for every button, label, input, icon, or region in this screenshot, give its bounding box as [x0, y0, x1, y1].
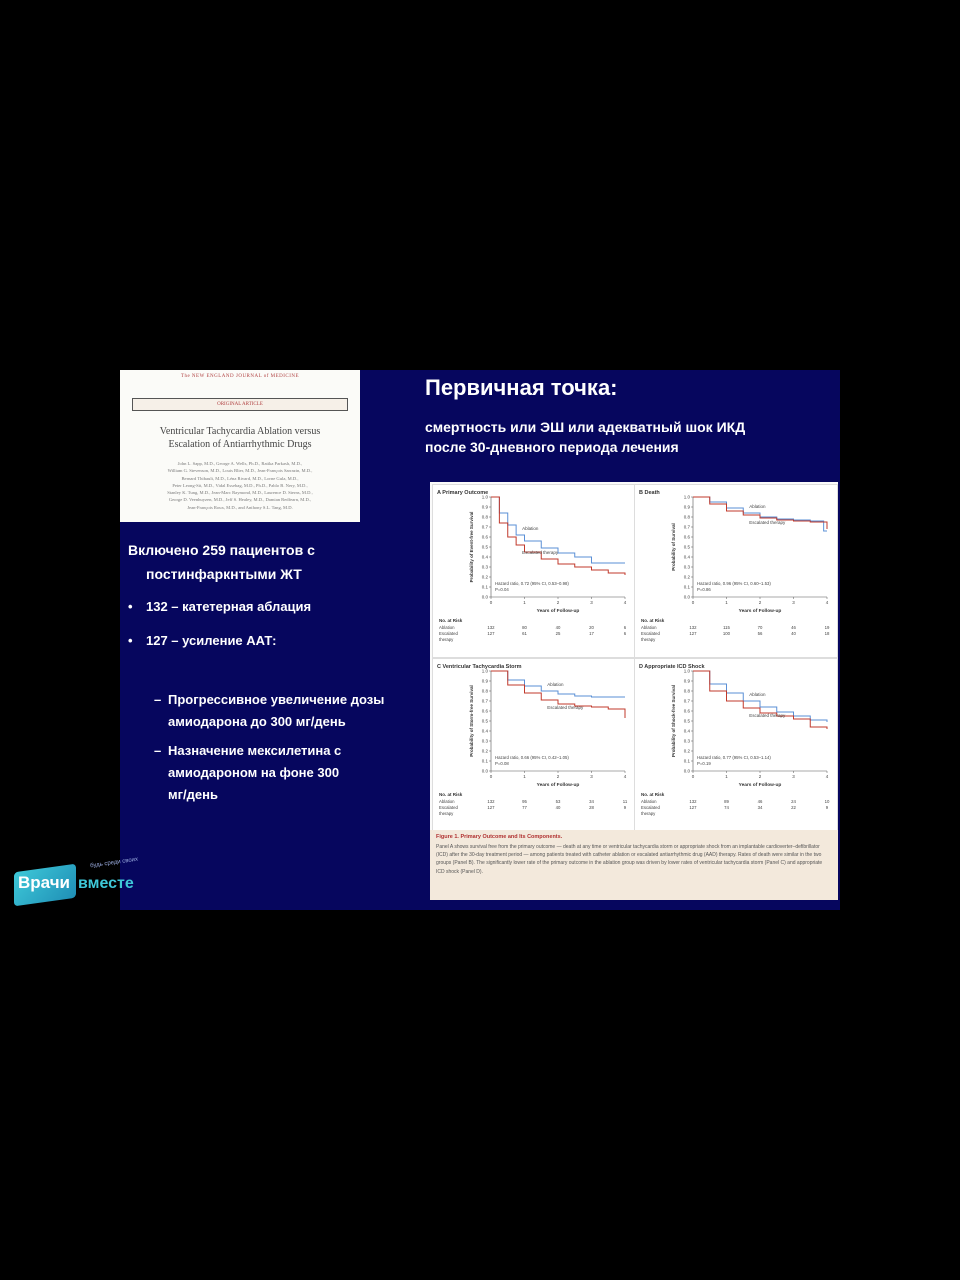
risk-row-label: Ablation [641, 625, 657, 630]
y-tick-label: 0.4 [683, 728, 690, 734]
series-label: Ablation [522, 526, 539, 531]
sub-text-line: мг/день [168, 787, 218, 802]
series-line-ablation [693, 497, 827, 531]
risk-value-escalated: 127 [487, 631, 495, 636]
risk-value-ablation: 24 [791, 799, 796, 804]
chart-d-svg [635, 659, 837, 831]
risk-value-escalated: 9 [825, 805, 829, 810]
chart-c-svg [433, 659, 635, 831]
included-patients-text [128, 538, 358, 586]
risk-value-escalated: 28 [589, 805, 594, 810]
x-tick-label: 2 [758, 600, 762, 605]
risk-value-escalated: 34 [757, 805, 763, 810]
series-label: Escalated therapy [749, 713, 786, 718]
risk-header: No. at Risk [439, 792, 463, 797]
x-tick-label: 0 [489, 774, 493, 779]
risk-value-escalated: 56 [757, 631, 763, 636]
y-tick-label: 0.3 [481, 738, 488, 744]
risk-value-escalated: 61 [522, 631, 527, 636]
series-label: Escalated therapy [749, 520, 786, 525]
sub-item [154, 740, 414, 806]
risk-row-label: therapy [439, 811, 454, 816]
y-tick-label: 0.9 [683, 678, 690, 684]
x-tick-label: 4 [825, 600, 829, 605]
y-tick-label: 0.2 [481, 748, 488, 754]
y-axis-label: Probability of Shock-free Survival [671, 684, 676, 758]
risk-row-label: Ablation [439, 625, 455, 630]
x-axis-label: Years of Follow-up [738, 609, 782, 614]
x-tick-label: 0 [691, 774, 695, 779]
x-tick-label: 1 [523, 600, 526, 605]
y-tick-label: 0.8 [683, 514, 690, 520]
journal-name: The NEW ENGLAND JOURNAL of MEDICINE [180, 374, 300, 379]
risk-value-escalated: 18 [824, 631, 830, 636]
y-tick-label: 0.0 [683, 768, 690, 774]
p-value-text: P=0.08 [495, 761, 509, 766]
y-tick-label: 0.5 [683, 718, 690, 724]
risk-header: No. at Risk [641, 618, 665, 623]
y-tick-label: 0.4 [481, 554, 488, 560]
x-tick-label: 1 [725, 600, 728, 605]
risk-value-ablation: 132 [487, 625, 495, 630]
risk-value-escalated: 77 [522, 805, 527, 810]
x-tick-label: 3 [792, 600, 795, 605]
risk-value-escalated: 127 [689, 631, 697, 636]
y-tick-label: 0.1 [481, 584, 488, 590]
logo-word-vmeste: вместе [78, 875, 134, 892]
risk-value-escalated: 25 [555, 631, 561, 636]
risk-row-label: Escalated [439, 631, 458, 636]
kaplan-meier-figure [430, 482, 838, 900]
y-tick-label: 0.5 [481, 544, 488, 550]
x-tick-label: 0 [489, 600, 493, 605]
article-title-line: Escalation of Antiarrhythmic Drugs [168, 439, 312, 450]
risk-value-escalated: 6 [623, 631, 627, 636]
subtitle-line: после 30-дневного периода лечения [425, 439, 679, 455]
hazard-ratio-text: Hazard ratio, 0.66 (95% CI, 0.42–1.05) [495, 755, 569, 760]
article-title-line: Ventricular Tachycardia Ablation versus [159, 426, 321, 437]
risk-row-label: therapy [641, 637, 656, 642]
risk-value-escalated: 74 [724, 805, 729, 810]
y-tick-label: 0.2 [683, 574, 690, 580]
risk-value-escalated: 127 [487, 805, 495, 810]
y-axis-label: Probability of Storm-free Survival [469, 685, 474, 757]
risk-row-label: therapy [439, 637, 454, 642]
bullet-item [128, 599, 358, 614]
x-tick-label: 4 [825, 774, 829, 779]
hazard-ratio-text: Hazard ratio, 0.96 (95% CI, 0.60–1.53) [697, 581, 771, 586]
risk-value-ablation: 70 [757, 625, 763, 630]
article-type-label: ORIGINAL ARTICLE [132, 398, 348, 411]
x-tick-label: 1 [523, 774, 526, 779]
risk-value-ablation: 89 [724, 799, 729, 804]
x-tick-label: 4 [623, 774, 627, 779]
x-axis-label: Years of Follow-up [536, 609, 580, 614]
y-axis-label: Probability of Event-free Survival [469, 511, 474, 583]
y-tick-label: 0.7 [683, 698, 690, 704]
article-header-image [120, 370, 360, 522]
y-tick-label: 1.0 [683, 494, 690, 500]
hazard-ratio-text: Hazard ratio, 0.77 (95% CI, 0.53–1.14) [697, 755, 771, 760]
y-tick-label: 0.5 [481, 718, 488, 724]
risk-value-ablation: 46 [757, 799, 763, 804]
bullet-item [128, 633, 358, 648]
panel-title: A Primary Outcome [437, 490, 489, 496]
bullet-marker: • [128, 599, 133, 614]
series-label: Escalated therapy [522, 550, 559, 555]
risk-row-label: Ablation [439, 799, 455, 804]
risk-value-escalated: 40 [555, 805, 561, 810]
panel-title: D Appropriate ICD Shock [639, 664, 705, 670]
sub-text-line: амиодароном на фоне 300 [168, 765, 340, 780]
risk-header: No. at Risk [439, 618, 463, 623]
series-label: Ablation [547, 682, 564, 687]
y-tick-label: 0.8 [481, 688, 488, 694]
risk-value-ablation: 132 [689, 625, 697, 630]
panel-title: C Ventricular Tachycardia Storm [437, 664, 522, 670]
series-label: Ablation [749, 692, 766, 697]
x-tick-label: 3 [590, 774, 593, 779]
x-axis-label: Years of Follow-up [536, 783, 580, 788]
panel-title: B Death [639, 490, 660, 496]
risk-row-label: Escalated [641, 631, 660, 636]
x-tick-label: 4 [623, 600, 627, 605]
y-tick-label: 1.0 [481, 668, 488, 674]
y-tick-label: 0.6 [683, 534, 690, 540]
risk-value-ablation: 34 [589, 799, 594, 804]
y-tick-label: 0.6 [481, 534, 488, 540]
y-tick-label: 0.3 [683, 564, 690, 570]
y-tick-label: 0.7 [683, 524, 690, 530]
y-tick-label: 0.7 [481, 698, 488, 704]
chart-b-svg [635, 485, 837, 657]
article-title [120, 425, 360, 451]
article-authors [134, 460, 346, 511]
y-tick-label: 0.1 [481, 758, 488, 764]
x-axis-label: Years of Follow-up [738, 783, 782, 788]
y-tick-label: 0.8 [481, 514, 488, 520]
sub-marker: – [154, 743, 162, 758]
sub-text-line: амиодарона до 300 мг/день [168, 714, 346, 729]
x-tick-label: 2 [556, 600, 560, 605]
y-tick-label: 0.3 [481, 564, 488, 570]
risk-value-ablation: 95 [522, 799, 527, 804]
risk-value-escalated: 17 [589, 631, 594, 636]
y-tick-label: 0.0 [481, 768, 488, 774]
logo-word-vrachi: Врачи [18, 873, 71, 892]
y-tick-label: 0.4 [683, 554, 690, 560]
figure-caption [430, 830, 838, 900]
risk-header: No. at Risk [641, 792, 665, 797]
sub-text-line: Прогрессивное увеличение дозы [168, 692, 385, 707]
risk-row-label: therapy [641, 811, 656, 816]
risk-value-ablation: 132 [689, 799, 697, 804]
x-tick-label: 0 [691, 600, 695, 605]
risk-value-ablation: 53 [555, 799, 561, 804]
x-tick-label: 2 [556, 774, 560, 779]
chart-panel-c [432, 658, 636, 832]
risk-value-ablation: 80 [522, 625, 527, 630]
bullet-text: 127 – усиление ААТ: [146, 633, 277, 648]
risk-value-ablation: 46 [791, 625, 796, 630]
y-tick-label: 0.1 [683, 584, 690, 590]
y-tick-label: 0.9 [481, 678, 488, 684]
author-line: Jean-François Roux, M.D., and Anthony S.L. Tang, M.D. [187, 504, 293, 510]
sub-item [154, 689, 414, 733]
series-label: Escalated therapy [547, 705, 584, 710]
author-line: Peter Leong-Sit, M.D., Vidal Essebag, M.D., Ph.D., Pablo B. Nery, M.D., [172, 482, 308, 488]
risk-value-ablation: 19 [824, 625, 830, 630]
subtitle-line: смертность или ЭШ или адекватный шок ИКД [425, 419, 746, 435]
risk-row-label: Escalated [641, 805, 660, 810]
y-tick-label: 0.0 [481, 594, 488, 600]
y-tick-label: 0.3 [683, 738, 690, 744]
y-tick-label: 0.2 [683, 748, 690, 754]
slide-title: Первичная точка: [425, 375, 618, 400]
included-line: постинфаркнтыми ЖТ [146, 566, 302, 582]
risk-value-escalated: 127 [689, 805, 697, 810]
y-tick-label: 0.0 [683, 594, 690, 600]
sub-marker: – [154, 692, 162, 707]
chart-panel-d [634, 658, 838, 832]
chart-panel-b [634, 484, 838, 658]
x-tick-label: 3 [792, 774, 795, 779]
y-tick-label: 0.9 [481, 504, 488, 510]
risk-value-escalated: 9 [623, 805, 627, 810]
author-line: William G. Stevenson, M.D., Louis Blier, M.D., Jean-François Sarrazin, M.D., [167, 468, 313, 474]
y-tick-label: 0.9 [683, 504, 690, 510]
series-line-escalated [693, 671, 827, 729]
risk-row-label: Escalated [439, 805, 458, 810]
slide-subtitle [425, 417, 745, 457]
author-line: Bernard Thibault, M.D., Léna Rivard, M.D., Lorne Gula, M.D., [181, 475, 299, 481]
vrachi-vmeste-logo [14, 856, 144, 906]
p-value-text: P=0.04 [495, 587, 509, 592]
series-label: Ablation [749, 504, 766, 509]
logo-tagline: будь среди своих [89, 856, 139, 870]
y-tick-label: 0.7 [481, 524, 488, 530]
risk-value-ablation: 10 [824, 799, 830, 804]
risk-value-ablation: 20 [589, 625, 594, 630]
y-tick-label: 1.0 [481, 494, 488, 500]
included-line: Включено 259 пациентов с [128, 542, 315, 558]
risk-value-ablation: 11 [622, 799, 628, 804]
y-tick-label: 0.6 [683, 708, 690, 714]
risk-value-escalated: 40 [791, 631, 796, 636]
x-tick-label: 1 [725, 774, 728, 779]
y-tick-label: 0.4 [481, 728, 488, 734]
risk-value-ablation: 115 [723, 625, 730, 630]
author-line: Stanley K. Tung, M.D., Jean-Marc Raymond, M.D., Laurence D. Sterns, M.D., [167, 490, 313, 496]
x-tick-label: 3 [590, 600, 593, 605]
p-value-text: P=0.19 [697, 761, 711, 766]
y-tick-label: 0.6 [481, 708, 488, 714]
y-tick-label: 1.0 [683, 668, 690, 674]
hazard-ratio-text: Hazard ratio, 0.72 (95% CI, 0.53–0.98) [495, 581, 569, 586]
y-tick-label: 0.2 [481, 574, 488, 580]
y-tick-label: 0.8 [683, 688, 690, 694]
y-axis-label: Probability of Survival [671, 523, 676, 571]
author-line: John L. Sapp, M.D., George A. Wells, Ph.D., Ratika Parkash, M.D., [177, 461, 303, 466]
chart-panel-a [432, 484, 636, 658]
risk-row-label: Ablation [641, 799, 657, 804]
risk-value-ablation: 132 [487, 799, 495, 804]
y-tick-label: 0.1 [683, 758, 690, 764]
caption-text: Panel A shows survival free from the primary outcome — death at any time or ventricular tachycardia storm or appropriate shock from an implantable cardioverter–defibrillator (ICD) after the 30-day treatment period — among patients treated with catheter ablation or escalated antiarrhythmic drug (AAD) therapy. Rates of death were similar in the two groups (Panel B). The significantly lower rate of the primary outcome in the ablation group was driven by lower rates of ventricular tachycardia storm (Panel C) and appropriate ICD shock (Panel D). [436, 844, 823, 875]
bullet-marker: • [128, 633, 133, 648]
risk-value-escalated: 100 [722, 631, 731, 636]
risk-value-ablation: 6 [623, 625, 627, 630]
bullet-text: 132 – катетерная аблация [146, 599, 312, 614]
p-value-text: P=0.86 [697, 587, 711, 592]
y-tick-label: 0.5 [683, 544, 690, 550]
sub-text-line: Назначение мексилетина с [168, 743, 342, 758]
caption-title: Figure 1. Primary Outcome and Its Components. [436, 834, 563, 840]
risk-value-ablation: 40 [555, 625, 561, 630]
risk-value-escalated: 22 [791, 805, 796, 810]
chart-a-svg [433, 485, 635, 657]
x-tick-label: 2 [758, 774, 762, 779]
presentation-slide [120, 370, 840, 910]
author-line: George D. Veenhuyzen, M.D., Jeff S. Healey, M.D., Damian Redfearn, M.D., [168, 497, 312, 503]
